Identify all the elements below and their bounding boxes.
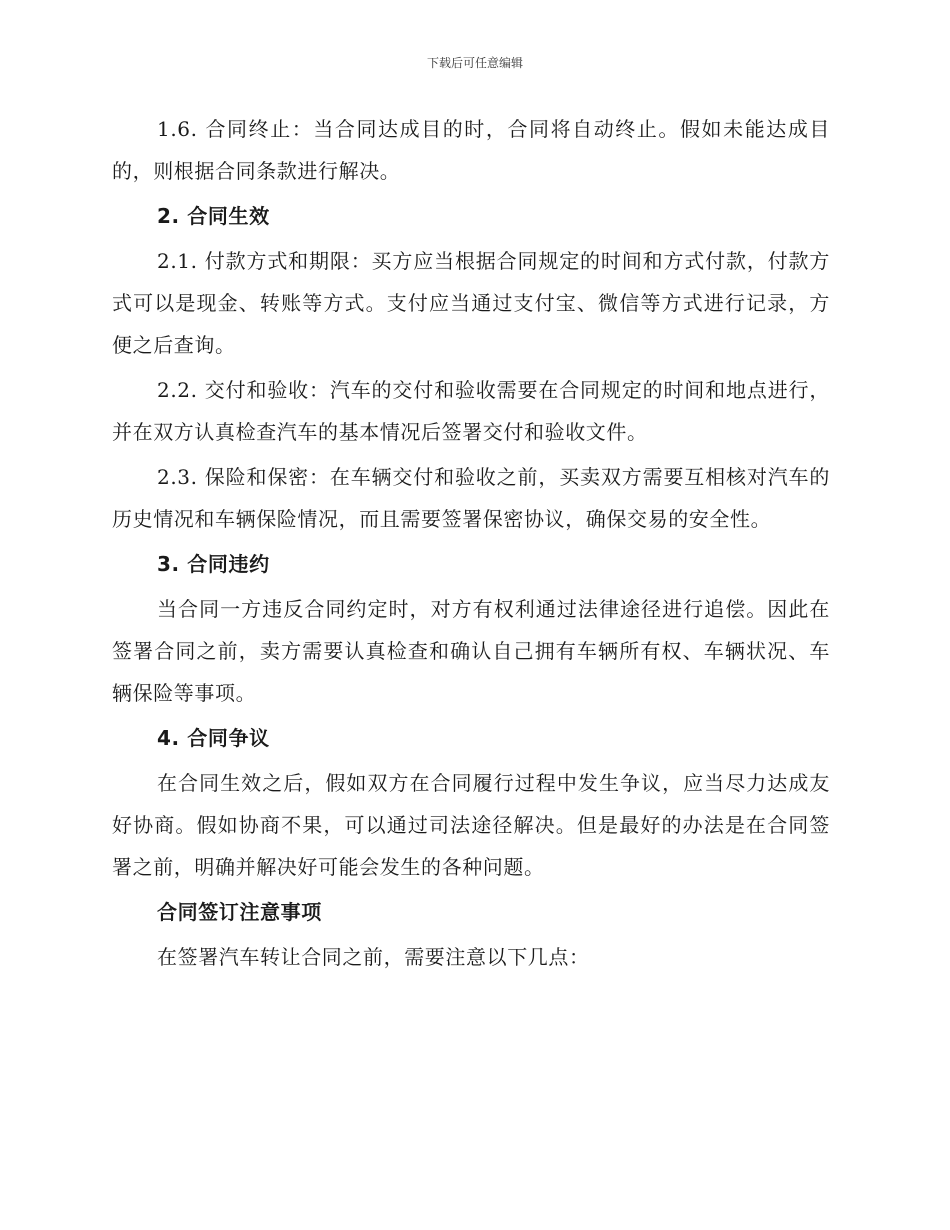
heading-contract-effective: 2. 合同生效 bbox=[157, 204, 270, 228]
page-header: 下载后可任意编辑 bbox=[426, 56, 523, 70]
paragraph-3: 当合同一方违反合同约定时，对方有权利通过法律途径进行追偿。因此在签署合同之前，卖方需要认真检查和确认自己拥有车辆所有权、车辆状况、车辆保险等事项。 bbox=[112, 597, 830, 705]
document-body bbox=[112, 108, 830, 981]
paragraph-1-6: 1.6. 合同终止：当合同达成目的时，合同将自动终止。假如未能达成目的，则根据合同条款进行解决。 bbox=[112, 117, 830, 183]
paragraph-2-3: 2.3. 保险和保密：在车辆交付和验收之前，买卖双方需要互相核对汽车的历史情况和车辆保险情况，而且需要签署保密协议，确保交易的安全性。 bbox=[112, 465, 830, 531]
heading-contract-dispute: 4. 合同争议 bbox=[157, 726, 270, 750]
paragraph-2-1: 2.1. 付款方式和期限：买方应当根据合同规定的时间和方式付款，付款方式可以是现金、转账等方式。支付应当通过支付宝、微信等方式进行记录，方便之后查询。 bbox=[112, 249, 830, 357]
heading-contract-breach: 3. 合同违约 bbox=[157, 552, 270, 576]
paragraph-signing-notes: 在签署汽车转让合同之前，需要注意以下几点： bbox=[157, 945, 590, 969]
heading-signing-notes: 合同签订注意事项 bbox=[157, 900, 322, 924]
paragraph-4: 在合同生效之后，假如双方在合同履行过程中发生争议，应当尽力达成友好协商。假如协商不果，可以通过司法途径解决。但是最好的办法是在合同签署之前，明确并解决好可能会发生的各种问题。 bbox=[112, 771, 830, 879]
paragraph-2-2: 2.2. 交付和验收：汽车的交付和验收需要在合同规定的时间和地点进行，并在双方认真检查汽车的基本情况后签署交付和验收文件。 bbox=[112, 378, 830, 444]
